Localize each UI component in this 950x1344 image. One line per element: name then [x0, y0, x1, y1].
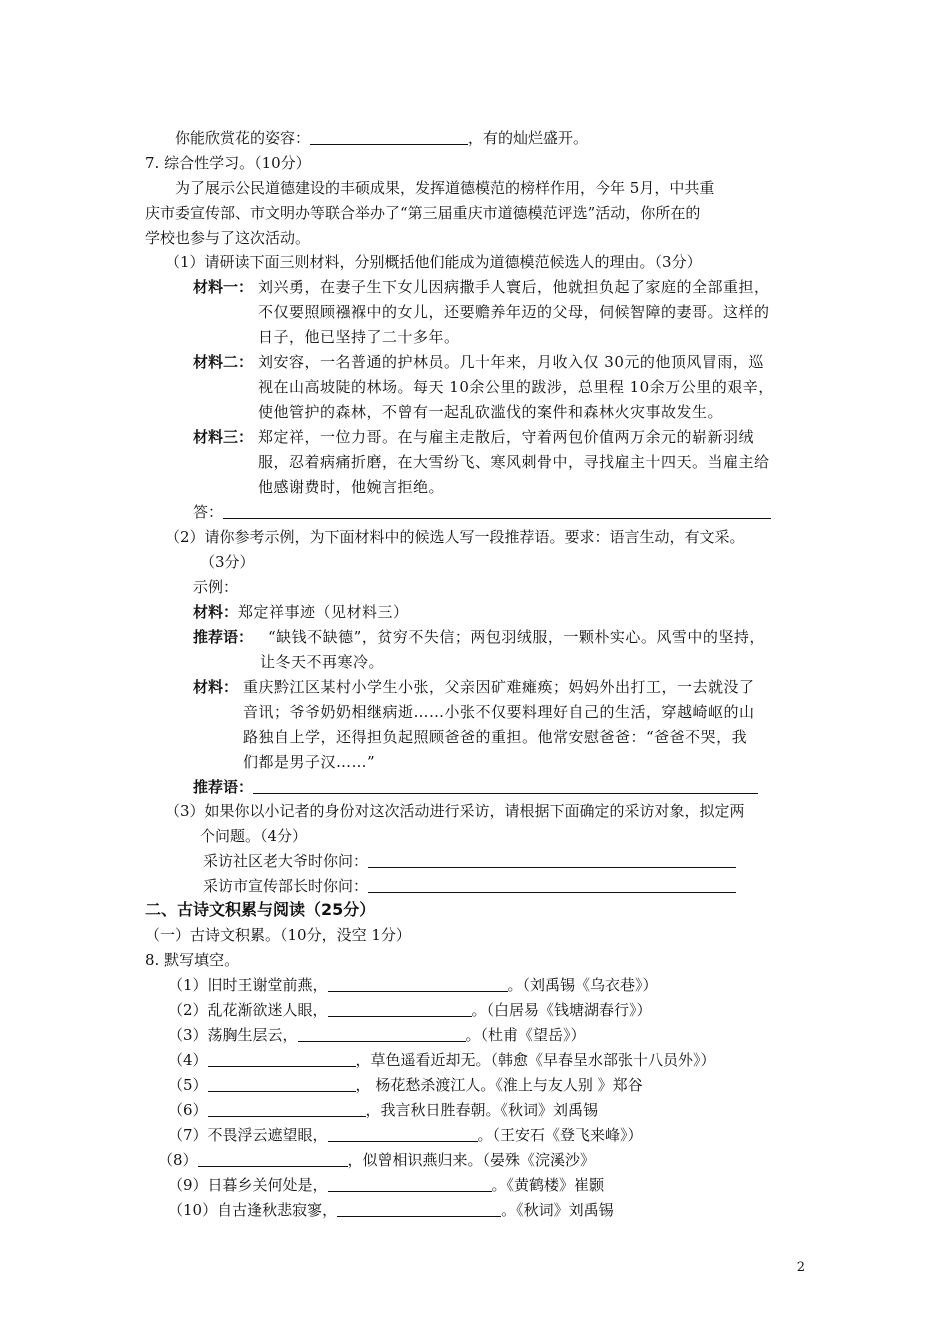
- interview-1-blank[interactable]: [368, 852, 736, 868]
- fill-item-7: [168, 1125, 643, 1145]
- example-rec-line: 让冬天不再寒冷。: [260, 653, 385, 671]
- material-1-line: 日子，他已坚持了二十多年。: [258, 328, 460, 346]
- fill-pre: （5）: [168, 1076, 208, 1094]
- interview-1: [203, 851, 736, 871]
- answer-blank[interactable]: [223, 503, 771, 519]
- answer-line: [193, 502, 771, 522]
- fill-item-10: [168, 1200, 614, 1220]
- fill-pre: （8）: [158, 1151, 198, 1169]
- sub-question-2: （3分）: [200, 553, 255, 571]
- fill-post: ，我言秋日胜春朝。《秋词》刘禹锡: [365, 1101, 599, 1119]
- material-3-line: 郑定祥，一位力哥。在与雇主走散后，守着两包价值两万余元的崭新羽绒: [258, 428, 755, 446]
- fill-post: 。（白居易《钱塘湖春行》）: [471, 1001, 652, 1019]
- fill-item-6: [168, 1100, 598, 1120]
- fill-pre: （4）: [168, 1051, 208, 1069]
- fill-post: 。（杜甫《望岳》）: [465, 1026, 586, 1044]
- material-2-line: 视在山高坡陡的林场。每天 10余公里的跋涉，总里程 10余万公里的艰辛，: [258, 378, 774, 396]
- text: 你能欣赏花的姿容：: [175, 129, 311, 147]
- recommendation-label: 推荐语：: [193, 778, 254, 796]
- question-7-title: 7. 综合性学习。（10分）: [145, 154, 311, 172]
- question-8-title: 8. 默写填空。: [145, 951, 240, 969]
- fill-item-3: [168, 1025, 586, 1045]
- fill-item-1: [168, 975, 658, 995]
- material-2-line: 使他管护的森林，不曾有一起乱砍滥伐的案件和森林火灾事故发生。: [258, 403, 724, 421]
- recommendation-blank[interactable]: [253, 778, 758, 794]
- example-rec-line: “缺钱不缺德”，贫穷不失信；两包羽绒服，一颗朴实心。风雪中的坚持，: [268, 628, 765, 646]
- example-rec-label: 推荐语：: [193, 628, 254, 646]
- example-material-text: 郑定祥事迹（见材料三）: [238, 603, 409, 621]
- fill-pre: （9）日暮乡关何处是，: [168, 1176, 328, 1194]
- sub-question-3: （3）如果你以小记者的身份对这次活动进行采访，请根据下面确定的采访对象，拟定两: [165, 802, 745, 820]
- fill-pre: （10）自古逢秋悲寂寥，: [168, 1201, 338, 1219]
- example-label: 示例：: [193, 578, 239, 596]
- material-4-line: 重庆黔江区某村小学生小张，父亲因矿难瘫痪；妈妈外出打工，一去就没了: [243, 678, 755, 696]
- answer-label: 答：: [193, 503, 224, 521]
- material-4-label: 材料：: [193, 678, 239, 696]
- example-material: [193, 602, 409, 622]
- fill-blank[interactable]: [298, 1026, 466, 1042]
- material-3-line: 服，忍着病痛折磨，在大雪纷飞、寒风刺骨中，寻找雇主十四天。当雇主给: [258, 453, 770, 471]
- fill-pre: （6）: [168, 1101, 208, 1119]
- fill-post: ，似曾相识燕归来。（晏殊《浣溪沙》: [347, 1151, 596, 1169]
- fill-post: 。《黄鹤楼》崔颢: [491, 1176, 605, 1194]
- fill-item-5: [168, 1075, 643, 1095]
- fill-item-9: [168, 1175, 604, 1195]
- section-2-title: 二、古诗文积累与阅读（25分）: [145, 900, 376, 919]
- sub-question-2: （2）请你参考示例，为下面材料中的候选人写一段推荐语。要求：语言生动，有文采。: [165, 528, 745, 546]
- fill-blank[interactable]: [328, 1176, 492, 1192]
- material-1-line: 不仅要照顾襁褓中的女儿，还要赡养年迈的父母，伺候智障的妻哥。这样的: [258, 303, 770, 321]
- material-1-line: 刘兴勇，在妻子生下女儿因病撒手人寰后，他就担负起了家庭的全部重担，: [258, 278, 770, 296]
- fill-pre: （7）不畏浮云遮望眼，: [168, 1126, 328, 1144]
- section-2-sub: （一）古诗文积累。（10分，没空 1分）: [145, 926, 411, 944]
- fill-post: 。（王安石《登飞来峰》）: [477, 1126, 643, 1144]
- interview-2-blank[interactable]: [368, 877, 736, 893]
- fill-blank[interactable]: [328, 976, 508, 992]
- fill-post: ，草色遥看近却无。（韩愈《早春呈水部张十八员外》）: [355, 1051, 716, 1069]
- material-3-label: 材料三：: [193, 428, 254, 446]
- blank-line[interactable]: [310, 129, 468, 145]
- material-4-line: 音讯；爷爷奶奶相继病逝……小张不仅要料理好自己的生活，穿越崎岖的山: [243, 703, 755, 721]
- material-4-line: 们都是男子汉……”: [243, 753, 376, 771]
- fill-item-2: [168, 1000, 652, 1020]
- interview-2-label: 采访市宣传部长时你问：: [203, 877, 369, 895]
- fill-blank[interactable]: [208, 1101, 366, 1117]
- fill-blank[interactable]: [328, 1001, 472, 1017]
- material-2-label: 材料二：: [193, 353, 254, 371]
- example-material-label: 材料：: [193, 603, 239, 621]
- page-number: 2: [796, 1260, 805, 1275]
- sub-question-1: （1）请研读下面三则材料，分别概括他们能成为道德模范候选人的理由。（3分）: [165, 253, 702, 271]
- text: ，有的灿烂盛开。: [468, 129, 589, 147]
- interview-1-label: 采访社区老大爷时你问：: [203, 852, 369, 870]
- fill-post: ， 杨花愁杀渡江人。《淮上与友人别 》郑谷: [355, 1076, 643, 1094]
- material-4-line: 路独自上学，还得担负起照顾爸爸的重担。他常安慰爸爸：“爸爸不哭，我: [243, 728, 748, 746]
- intro-line: 庆市委宣传部、市文明办等联合举办了“第三届重庆市道德模范评选”活动，你所在的: [145, 204, 701, 222]
- fill-pre: （3）荡胸生层云，: [168, 1026, 298, 1044]
- fill-blank[interactable]: [208, 1076, 356, 1092]
- fill-blank[interactable]: [198, 1151, 348, 1167]
- fill-blank[interactable]: [337, 1201, 501, 1217]
- fill-blank[interactable]: [208, 1051, 356, 1067]
- material-1-label: 材料一：: [193, 278, 254, 296]
- interview-2: [203, 876, 736, 896]
- fill-item-4: [168, 1050, 716, 1070]
- fill-post: 。《秋词》刘禹锡: [501, 1201, 614, 1219]
- fill-post: 。（刘禹锡《乌衣巷》）: [507, 976, 658, 994]
- fill-blank[interactable]: [328, 1126, 478, 1142]
- material-3-line: 他感谢费时，他婉言拒绝。: [258, 478, 445, 496]
- material-2-line: 刘安容，一名普通的护林员。几十年来，月收入仅 30元的他顶风冒雨，巡: [258, 353, 764, 371]
- fill-item-8: [158, 1150, 595, 1170]
- intro-line: 学校也参与了这次活动。: [145, 229, 311, 247]
- sub-question-3: 个问题。（4分）: [200, 827, 308, 845]
- fill-pre: （1）旧时王谢堂前燕，: [168, 976, 328, 994]
- recommendation-line: [193, 777, 758, 797]
- poem-line: [175, 128, 588, 148]
- intro-line: 为了展示公民道德建设的丰硕成果，发挥道德模范的榜样作用，今年 5月，中共重: [175, 179, 715, 197]
- fill-pre: （2）乱花渐欲迷人眼，: [168, 1001, 328, 1019]
